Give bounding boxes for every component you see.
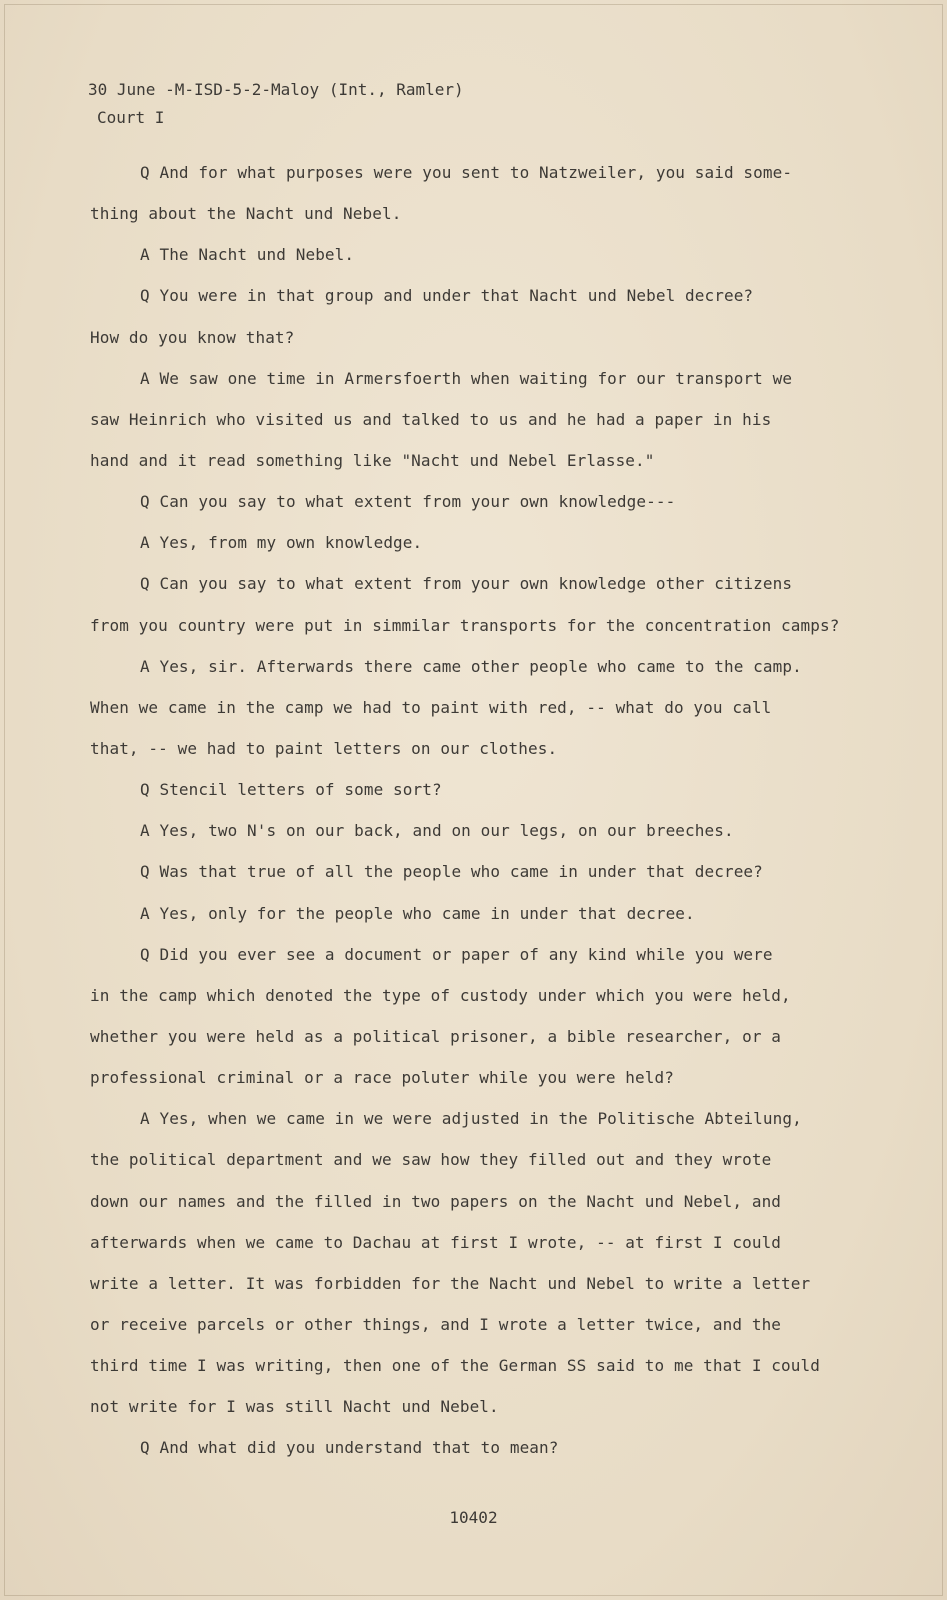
transcript-line: Q Stencil letters of some sort? (140, 780, 442, 800)
transcript-line: Q You were in that group and under that Nacht und Nebel decree? (140, 286, 754, 306)
page-number: 10402 (449, 1508, 498, 1527)
transcript-line: afterwards when we came to Dachau at first I wrote, -- at first I could (90, 1232, 782, 1252)
transcript-line: A Yes, when we came in we were adjusted in the Politische Abteilung, (140, 1109, 802, 1129)
transcript-line: Q Did you ever see a document or paper of any kind while you were (140, 944, 773, 964)
transcript-line: A Yes, two N's on our back, and on our legs, on our breeches. (140, 821, 734, 841)
transcript-line: Q Can you say to what extent from your own knowledge other citizens (140, 574, 793, 594)
transcript-line: Q Can you say to what extent from your own knowledge--- (140, 492, 676, 512)
transcript-line: from you country were put in simmilar transports for the concentration camps? (90, 615, 840, 635)
transcript-line: third time I was writing, then one of the German SS said to me that I could (90, 1356, 820, 1376)
transcript-line: professional criminal or a race poluter while you were held? (90, 1068, 674, 1088)
header-session-info: 30 June -M-ISD-5-2-Maloy (Int., Ramler) (88, 80, 464, 99)
transcript-line: the political department and we saw how they filled out and they wrote (90, 1150, 772, 1170)
transcript-line: in the camp which denoted the type of custody under which you were held, (90, 985, 791, 1005)
transcript-line: A We saw one time in Armersfoerth when waiting for our transport we (140, 368, 793, 388)
transcript-line: A Yes, sir. Afterwards there came other people who came to the camp. (140, 656, 802, 676)
transcript-line: saw Heinrich who visited us and talked to us and he had a paper in his (90, 409, 772, 429)
transcript-line: Q And what did you understand that to mean? (140, 1438, 559, 1458)
page-header (88, 76, 464, 132)
transcript-line: A Yes, from my own knowledge. (140, 533, 423, 553)
transcript-line: How do you know that? (90, 327, 295, 347)
transcript-line: A The Nacht und Nebel. (140, 245, 355, 265)
transcript-line: Q Was that true of all the people who came in under that decree? (140, 862, 763, 882)
transcript-line: not write for I was still Nacht und Nebel. (90, 1397, 499, 1417)
transcript-line: or receive parcels or other things, and I wrote a letter twice, and the (90, 1314, 782, 1334)
transcript-line: hand and it read something like "Nacht und Nebel Erlasse." (90, 450, 655, 470)
transcript-line: Q And for what purposes were you sent to Natzweiler, you said some- (140, 163, 793, 182)
transcript-line: whether you were held as a political prisoner, a bible researcher, or a (90, 1026, 782, 1046)
transcript-line: thing about the Nacht und Nebel. (90, 204, 402, 224)
header-court: Court I (97, 108, 165, 127)
transcript-line: that, -- we had to paint letters on our clothes. (90, 738, 558, 758)
transcript-body (90, 152, 850, 1469)
transcript-line: A Yes, only for the people who came in under that decree. (140, 903, 695, 923)
transcript-line: When we came in the camp we had to paint with red, -- what do you call (90, 697, 772, 717)
transcript-line: write a letter. It was forbidden for the Nacht und Nebel to write a letter (90, 1273, 811, 1293)
transcript-line: down our names and the filled in two papers on the Nacht und Nebel, and (90, 1191, 782, 1211)
